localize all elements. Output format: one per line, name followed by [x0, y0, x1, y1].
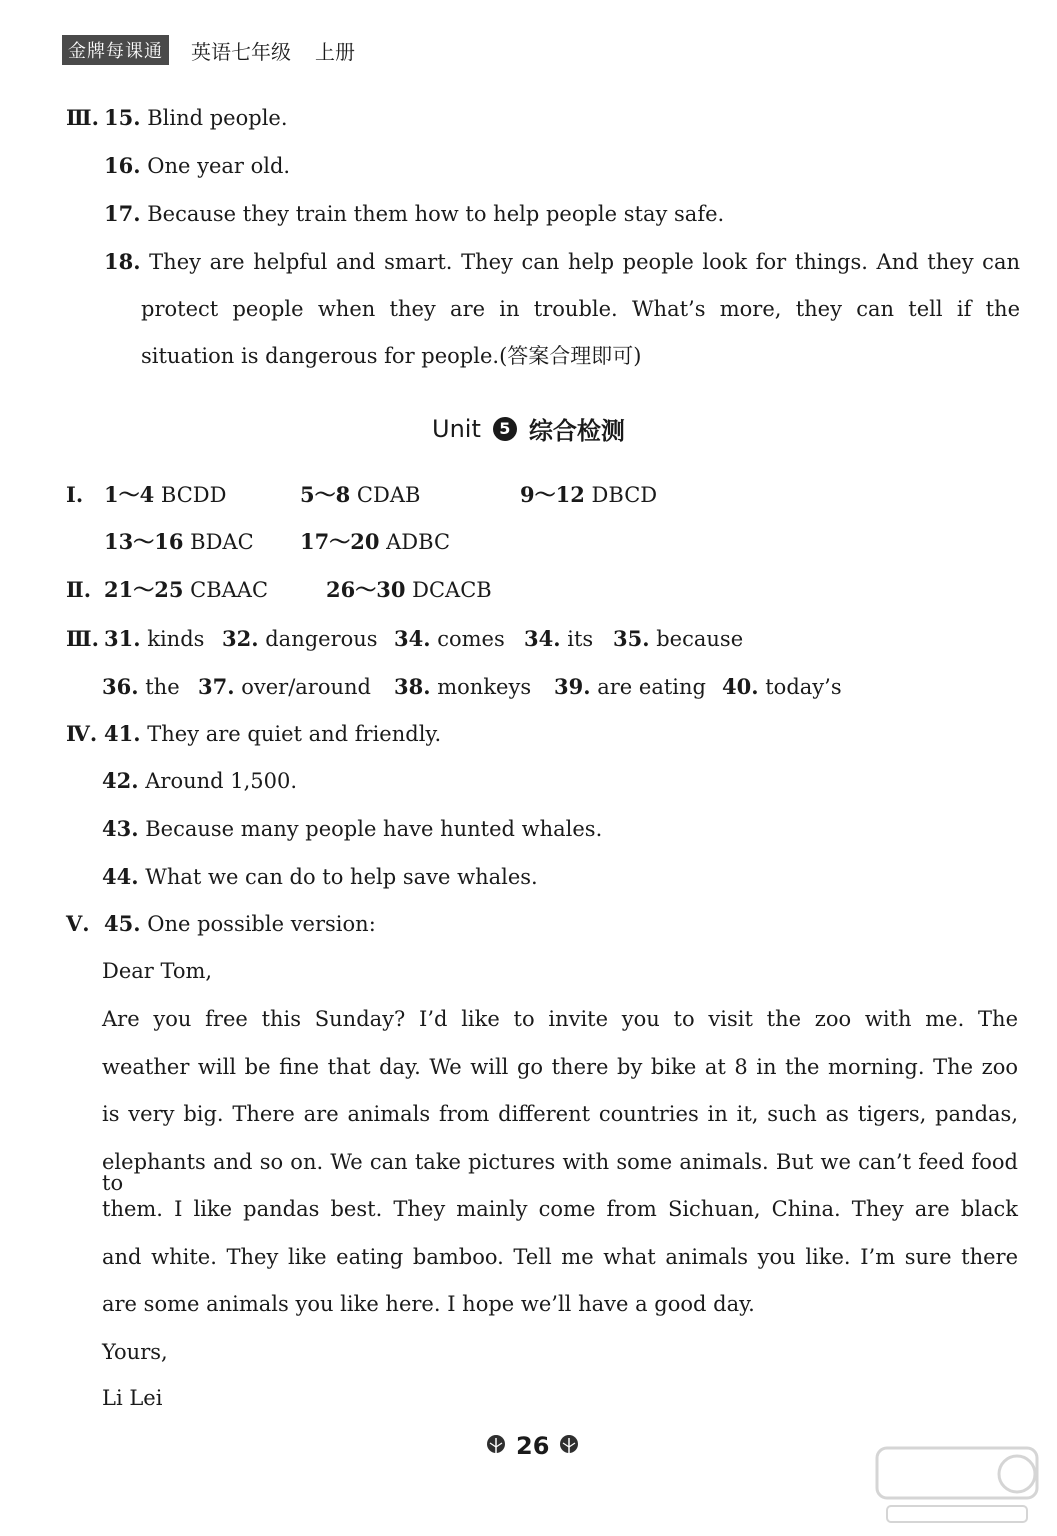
- part4-item-41: Ⅳ. 41. They are quiet and friendly.: [66, 721, 442, 746]
- page-number: 26: [516, 1432, 550, 1460]
- leaf-icon: [557, 1434, 581, 1458]
- part3-item-40: 40. today’s: [722, 674, 842, 699]
- letter-line: is very big. There are animals from different countries in it, such as tigers, pandas,: [102, 1102, 1018, 1126]
- part2-row: Ⅱ. 21～25 CBAAC: [66, 577, 269, 602]
- part1-group-17-20: 17～20 ADBC: [300, 529, 451, 554]
- letter-line: elephants and so on. We can take pictures with some animals. But we can’t feed food to: [102, 1150, 1018, 1195]
- answer-line-18: 18. They are helpful and smart. They can help people look for things. And they can: [104, 249, 1020, 274]
- letter-line: them. I like pandas best. They mainly come from Sichuan, China. They are black: [102, 1197, 1018, 1221]
- answer-line-16: 16. One year old.: [104, 153, 291, 178]
- part5-intro: Ⅴ. 45. One possible version:: [66, 911, 376, 936]
- book-brand: 金牌每课通: [62, 35, 169, 65]
- unit-number-badge: 5: [493, 417, 517, 441]
- page-header: [62, 36, 355, 64]
- part4-item-44: 44. What we can do to help save whales.: [102, 864, 538, 889]
- page-footer: [484, 1432, 581, 1460]
- answer-line-15: Ⅲ. 15. Blind people.: [66, 105, 288, 130]
- letter-greeting: Dear Tom,: [102, 959, 213, 983]
- part3-item-33: 34. comes: [394, 626, 505, 651]
- letter-closing: Yours,: [102, 1340, 168, 1364]
- part4-item-43: 43. Because many people have hunted whales.: [102, 816, 603, 841]
- part3-item-35: 35. because: [613, 626, 744, 651]
- book-volume: 上册: [315, 39, 355, 64]
- answer-line-17: 17. Because they train them how to help people stay safe.: [104, 201, 725, 226]
- part1-row1: Ⅰ. 1～4 BCDD: [66, 482, 227, 507]
- part3-item-32: 32. dangerous: [222, 626, 378, 651]
- book-subtitle: 英语七年级: [191, 39, 291, 64]
- watermark-logo: [867, 1440, 1047, 1530]
- part2-group-26-30: 26～30 DCACB: [326, 577, 492, 602]
- part3-item-38: 38. monkeys: [394, 674, 532, 699]
- unit-heading: Unit 5 综合检测: [432, 414, 625, 445]
- letter-line: are some animals you like here. I hope we’ll have a good day.: [102, 1292, 755, 1316]
- part3-row1: Ⅲ. 31. kinds: [66, 626, 205, 651]
- section-roman: Ⅲ.: [66, 105, 99, 130]
- leaf-icon: [484, 1434, 508, 1458]
- part1-group-9-12: 9～12 DBCD: [520, 482, 658, 507]
- letter-signature: Li Lei: [102, 1386, 163, 1410]
- part3-item-34: 34. its: [524, 626, 594, 651]
- letter-line: weather will be fine that day. We will go there by bike at 8 in the morning. The zoo: [102, 1055, 1018, 1079]
- part4-item-42: 42. Around 1,500.: [102, 768, 298, 793]
- part1-group-13-16: 13～16 BDAC: [104, 529, 254, 554]
- letter-line: Are you free this Sunday? I’d like to invite you to visit the zoo with me. The: [102, 1007, 1018, 1031]
- letter-line: and white. They like eating bamboo. Tell me what animals you like. I’m sure there: [102, 1245, 1018, 1269]
- part1-group-5-8: 5～8 CDAB: [300, 482, 421, 507]
- answer-line-18-cont: protect people when they are in trouble. What’s more, they can tell if the: [141, 297, 1020, 321]
- answer-line-18-end: situation is dangerous for people.(答案合理即可): [141, 344, 642, 368]
- part3-item-39: 39. are eating: [554, 674, 706, 699]
- part3-item-36: 36. the: [102, 674, 180, 699]
- part3-item-37: 37. over/around: [198, 674, 371, 699]
